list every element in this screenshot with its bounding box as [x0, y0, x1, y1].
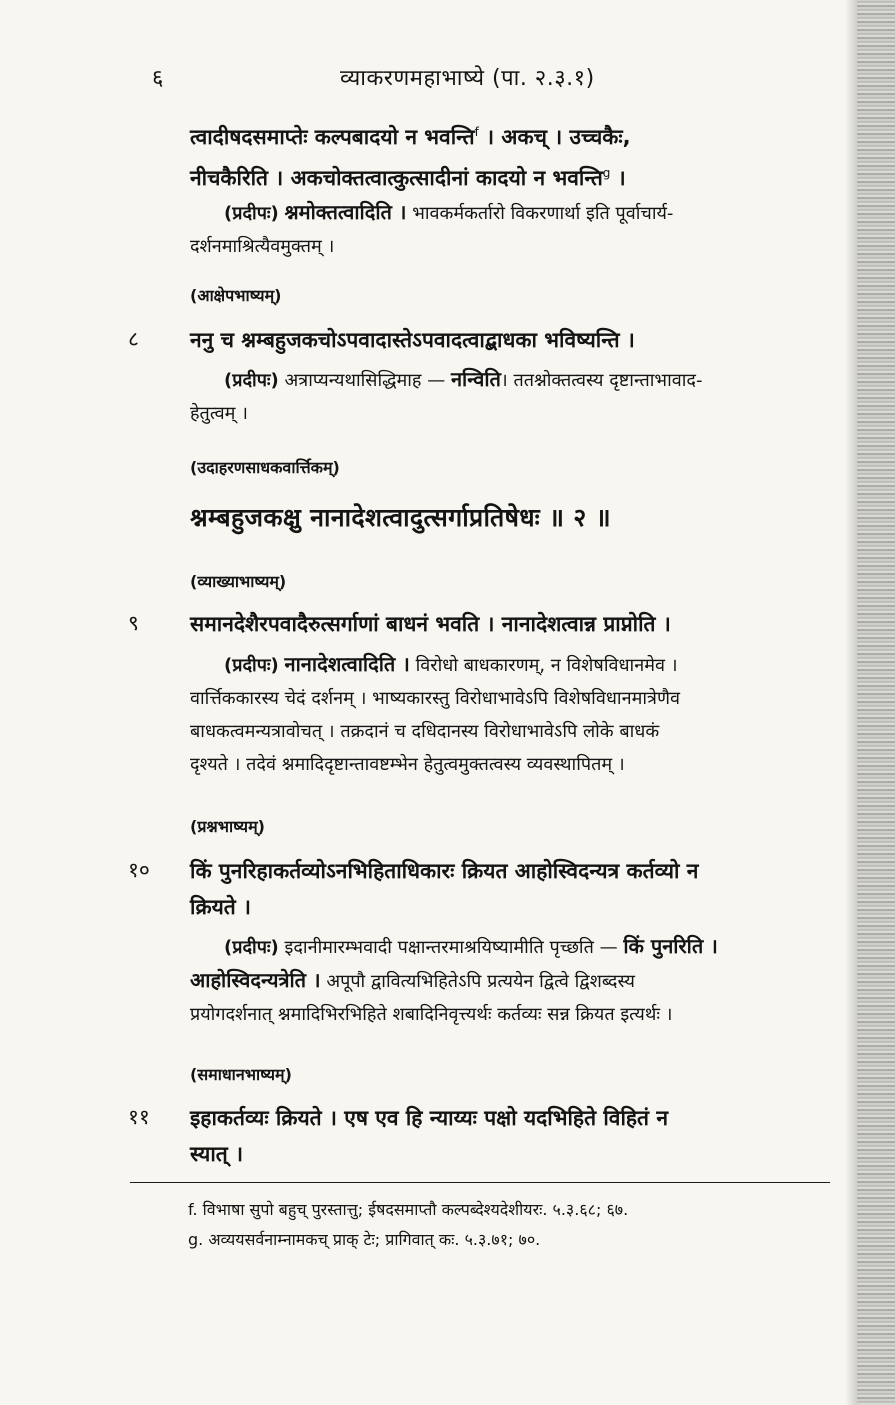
footnote-g: g. अव्ययसर्वनाम्नामकच् प्राक् टेः; प्रागिवात् कः. ५.३.७१; ७०.	[188, 1230, 541, 1249]
text-span: अत्राप्यन्यथासिद्धिमाह —	[284, 370, 446, 391]
commentary-line: वार्त्तिककारस्य चेदं दर्शनम् । भाष्यकारस्तु विरोधाभावेऽपि विशेषविधानमात्रेणैव	[190, 688, 680, 709]
bhashya-paragraph-1	[190, 114, 830, 196]
pratika-lemma: नानादेशत्वादिति ।	[284, 652, 410, 676]
text-span: इदानीमारम्भवादी पक्षान्तरमाश्रयिष्यामीति पृच्छति —	[284, 937, 618, 958]
bhashya-section-11	[190, 1100, 830, 1172]
section-number-9: ९	[128, 611, 139, 635]
text-span: भावकर्मकर्तारो विकरणार्था इति पूर्वाचार्य-	[412, 203, 674, 224]
text-span: अपूपौ द्वावित्यभिहितेऽपि प्रत्ययेन द्वित्वे द्विशब्दस्य	[326, 971, 635, 992]
pratika-lemma: किं पुनरिति ।	[623, 934, 718, 958]
commentary-line: प्रयोगदर्शनात् श्नमादिभिरभिहिते शबादिनिवृत्त्यर्थः कर्तव्यः सन्न क्रियत इत्यर्थः ।	[190, 1004, 673, 1025]
section-heading-udaharana: (उदाहरणसाधकवार्त्तिकम्)	[190, 458, 340, 477]
pradipa-commentary-3	[190, 648, 830, 781]
text-span: नीचकैरिति । अकचोक्तत्वात्कुत्सादीनां कादयो न भवन्ति	[190, 166, 603, 190]
footnote-divider	[130, 1182, 830, 1183]
bhashya-line: किं पुनरिहाकर्तव्योऽनभिहिताधिकारः क्रियत आहोस्विदन्यत्र कर्तव्यो न	[190, 859, 699, 883]
commentary-line	[190, 964, 830, 998]
section-heading-prasna: (प्रश्नभाष्यम्)	[190, 817, 265, 836]
pradipa-label: (प्रदीपः)	[224, 370, 279, 391]
page-fold-shadow	[845, 0, 857, 1405]
pratika-lemma: आहोस्विदन्यत्रेति ।	[190, 968, 321, 992]
section-heading-vyakhya: (व्याख्याभाष्यम्)	[190, 572, 287, 591]
pradipa-label: (प्रदीपः)	[224, 937, 279, 958]
pratika-lemma: नन्विति	[450, 367, 501, 391]
pratika-lemma: श्नमोक्तत्वादिति ।	[284, 200, 407, 224]
pradipa-commentary-4	[190, 930, 830, 1031]
running-head: व्याकरणमहाभाष्ये (पा. २.३.१)	[340, 66, 595, 91]
commentary-line: दृश्यते । तदेवं श्नमादिदृष्टान्तावष्टम्भेन हेतुत्वमुक्तत्वस्य व्यवस्थापितम् ।	[190, 754, 625, 775]
section-heading-aksepa: (आक्षेपभाष्यम्)	[190, 286, 282, 305]
section-number-8: ८	[128, 327, 139, 351]
section-heading-samadhana: (समाधानभाष्यम्)	[190, 1065, 292, 1084]
section-number-11: ११	[128, 1105, 150, 1129]
commentary-line	[190, 648, 830, 682]
bhashya-line: इहाकर्तव्यः क्रियते । एष एव हि न्याय्यः पक्षो यदभिहिते विहितं न	[190, 1106, 668, 1130]
page-edge-shadow	[857, 0, 895, 1405]
vartika-2: श्नम्बहुजकक्षु नानादेशत्वादुत्सर्गाप्रतिषेधः ॥ २ ॥	[190, 503, 611, 532]
text-span: ।	[617, 166, 626, 190]
section-number-10: १०	[128, 858, 150, 882]
bhashya-line	[190, 114, 830, 155]
page-number: ६	[152, 66, 164, 91]
footnote-f: f. विभाषा सुपो बहुच् पुरस्तात्तु; ईषदसमाप्तौ कल्पब्देश्यदेशीयरः. ५.३.६८; ६७.	[188, 1200, 629, 1219]
pradipa-commentary-1	[190, 196, 830, 263]
bhashya-section-8: ननु च श्नम्बहुजकचोऽपवादास्तेऽपवादत्वाद्बाधका भविष्यन्ति ।	[190, 328, 635, 352]
bhashya-line	[190, 155, 830, 196]
bhashya-section-9: समानदेशैरपवादैरुत्सर्गाणां बाधनं भवति । नानादेशत्वान्न प्राप्नोति ।	[190, 612, 671, 636]
bhashya-section-10	[190, 853, 830, 925]
bhashya-line: क्रियते ।	[190, 895, 251, 919]
footnote-ref-f: f	[474, 125, 479, 139]
commentary-line: हेतुत्वम् ।	[190, 403, 248, 424]
pradipa-commentary-2	[190, 363, 830, 430]
bhashya-line: स्यात् ।	[190, 1142, 244, 1166]
text-span: । अकच् । उच्चकैः,	[486, 125, 631, 149]
commentary-line: दर्शनमाश्रित्यैवमुक्तम् ।	[190, 236, 335, 257]
commentary-line	[190, 363, 830, 397]
commentary-line	[190, 196, 830, 230]
pradipa-label: (प्रदीपः)	[224, 203, 279, 224]
pradipa-label: (प्रदीपः)	[224, 655, 279, 676]
page-header	[140, 62, 740, 102]
text-span: त्वादीषदसमाप्तेः कल्पबादयो न भवन्ति	[190, 125, 475, 149]
text-span: विरोधो बाधकारणम्, न विशेषविधानमेव ।	[415, 655, 678, 676]
commentary-line	[190, 930, 830, 964]
commentary-line: बाधकत्वमन्यत्रावोचत् । तक्रदानं च दधिदानस्य विरोधाभावेऽपि लोके बाधकं	[190, 721, 660, 742]
footnote-ref-g: g	[602, 166, 611, 180]
text-span: । ततश्नोक्तत्वस्य दृष्टान्ताभावाद-	[500, 370, 703, 391]
